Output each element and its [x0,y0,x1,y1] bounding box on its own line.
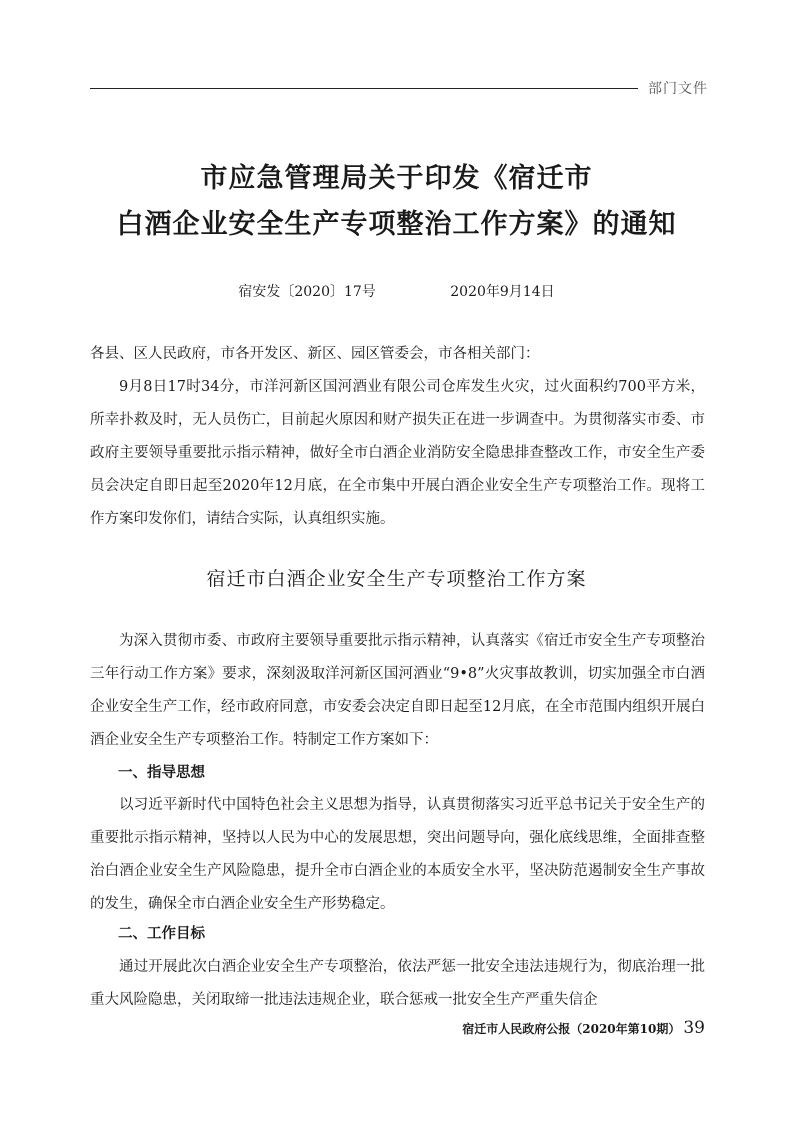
addressee [90,338,705,371]
page-footer [0,1018,705,1038]
addressee-text: 各县、区人民政府，市各开发区、新区、园区管委会，市各相关部门： [90,346,540,362]
header-rule [90,88,638,89]
title-line-2: 白酒企业安全生产专项整治工作方案》的通知 [116,209,677,240]
section-guiding-paragraph: 以习近平新时代中国特色社会主义思想为指导，认真贯彻落实习近平总书记关于安全生产的重要批示指示精神，坚持以人民为中心的发展思想，突出问题导向，强化底线思维，全面排查整治白酒企业安全生产风险隐患，提升全市白酒企业的本质安全水平，坚决防范遏制安全生产事故的发生，确保全市白酒企业安全生产形势稳定。 [90,797,705,912]
section-label: 部门文件 [648,81,708,97]
publication-name: 宿迁市人民政府公报（2020年第10期） [462,1022,681,1036]
document-meta [0,281,793,301]
document-number: 宿安发〔2020〕17号 [238,284,376,300]
title-line-1: 市应急管理局关于印发《宿迁市 [200,163,593,194]
section-goals-body [90,951,705,1017]
document-date: 2020年9月14日 [450,284,555,300]
page-number: 39 [683,1018,705,1038]
plan-title: 宿迁市白酒企业安全生产专项整治工作方案 [206,568,587,590]
section-heading-goals: 二、工作目标 [118,926,205,942]
document-title [80,156,713,248]
section-goals-paragraph: 通过开展此次白酒企业安全生产专项整治，依法严惩一批安全违法违规行为，彻底治理一批重大风险隐患，关闭取缔一批违法违规企业，联合惩戒一批安全生产严重失信企 [90,959,705,1008]
notice-body [90,371,705,536]
section-guiding-body [90,789,705,921]
section-heading-guiding: 一、指导思想 [118,765,205,781]
plan-intro-paragraph: 为深入贯彻市委、市政府主要领导重要批示指示精神，认真落实《宿迁市安全生产专项整治三年行动工作方案》要求，深刻汲取洋河新区国河酒业“9•8”火灾事故教训，切实加强全市白酒企业安全生产工作，经市政府同意，市安委会决定自即日起至12月底，在全市范围内组织开展白酒企业安全生产专项整治工作。特制定工作方案如下： [90,633,705,748]
plan-intro [90,625,705,757]
notice-paragraph: 9月8日17时34分，市洋河新区国河酒业有限公司仓库发生火灾，过火面积约700平方米，所幸扑救及时，无人员伤亡，目前起火原因和财产损失正在进一步调查中。为贯彻落实市委、市政府主要领导重要批示指示精神，做好全市白酒企业消防安全隐患排查整改工作，市安全生产委员会决定自即日起至2020年12月底，在全市集中开展白酒企业安全生产专项整治工作。现将工作方案印发你们，请结合实际，认真组织实施。 [90,379,705,527]
